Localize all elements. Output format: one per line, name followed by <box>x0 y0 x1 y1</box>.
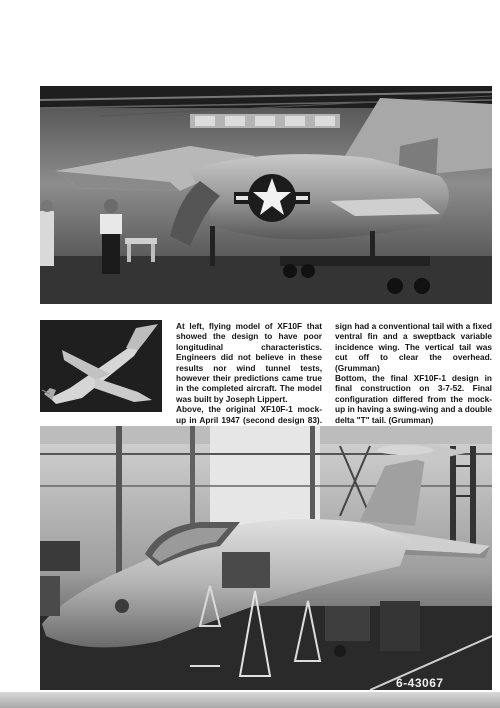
photo-number: 6-43067 <box>396 676 444 690</box>
flying-model-caption: At left, flying model of XF10F that showed the design to have poor longitudinal characteristics. Engineers did not believe in these results nor wind tunnel tests, however their predictions came true in the completed aircraft. The model was built by Joseph Lippert. <box>176 321 322 404</box>
final-construction-photo <box>40 426 492 690</box>
caption-left-column <box>176 321 322 435</box>
mockup-caption-start: Above, the original XF10F-1 mock-up in April 1947 (second design 83). <box>176 404 322 425</box>
caption-right-column <box>335 321 492 425</box>
page-bottom-edge <box>0 692 500 708</box>
mockup-caption-end: sign had a conventional tail with a fixed ventral fin and a sweptback variable incidence wing. The vertical tail was cut off to clear the overhead. (Grumman) <box>335 321 492 373</box>
flying-model-photo <box>40 320 162 412</box>
final-design-caption: Bottom, the final XF10F-1 design in final construction on 3-7-52. Final configuration differed from the mock-up in having a swing-wing and a double delta "T" tail. (Grumman) <box>335 373 492 425</box>
mockup-photo <box>40 86 492 304</box>
